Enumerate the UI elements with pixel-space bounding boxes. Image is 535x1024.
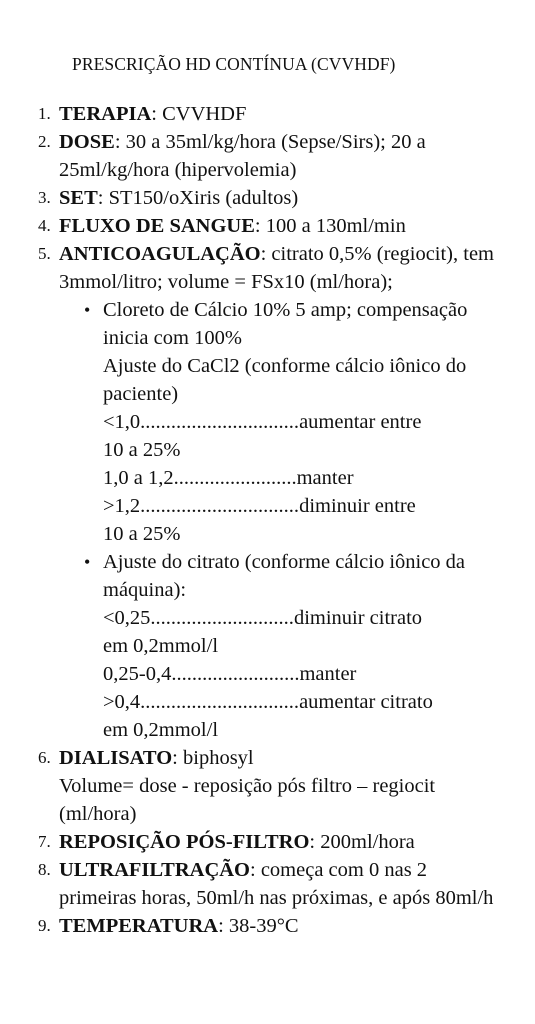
item-label: REPOSIÇÃO PÓS-FILTRO (59, 831, 310, 853)
item-number: 8. (38, 860, 51, 879)
citrate-range-row (103, 660, 475, 688)
list-item-temperatura (0, 912, 535, 940)
citrate-bullet-block (59, 548, 495, 744)
range-tail: 10 a 25% (103, 523, 181, 545)
list-item-fluxo (0, 212, 535, 240)
item-text: : 30 a 35ml/kg/hora (Sepse/Sirs); 20 a 25ml/kg/hora (hipervolemia) (59, 131, 426, 181)
page-title: PRESCRIÇÃO HD CONTÍNUA (CVVHDF) (72, 54, 396, 74)
item-text: : citrato 0,5% (regiocit), tem 3mmol/litro; volume = FSx10 (ml/hora); (59, 243, 494, 293)
item-text: : biphosyl (172, 747, 254, 769)
item-number: 2. (38, 132, 51, 151)
list-item-anticoagulacao (0, 240, 535, 744)
item-text: : começa com 0 nas 2 primeiras horas, 50ml/h nas próximas, e após 80ml/h (59, 859, 494, 909)
range-lead: 1,0 a 1,2........................ (103, 467, 297, 489)
item-text: : CVVHDF (151, 103, 247, 125)
list-item-reposicao (0, 828, 535, 856)
list-item-set (0, 184, 535, 212)
calcium-bullet-block (59, 296, 495, 548)
item-number: 9. (38, 916, 51, 935)
calcium-range-row (103, 492, 475, 520)
range-tail: 10 a 25% (103, 439, 181, 461)
item-extra-text: Volume= dose - reposição pós filtro – regiocit (ml/hora) (59, 775, 436, 825)
range-action: manter (299, 663, 357, 685)
item-label: DIALISATO (59, 747, 173, 769)
range-action: diminuir citrato (293, 607, 423, 629)
item-number: 7. (38, 832, 51, 851)
item-number: 3. (38, 188, 51, 207)
range-action: aumentar entre (299, 411, 422, 433)
range-tail: em 0,2mmol/l (103, 635, 219, 657)
item-number: 6. (38, 748, 51, 767)
item-label: TEMPERATURA (59, 915, 219, 937)
list-item-dialisato (0, 744, 535, 828)
citrate-line-1: Ajuste do citrato (conforme cálcio iônico da máquina): (103, 551, 466, 601)
item-text: : ST150/oXiris (adultos) (97, 187, 299, 209)
item-number: 1. (38, 104, 51, 123)
calcium-line-2: Ajuste do CaCl2 (conforme cálcio iônico do paciente) (103, 355, 467, 405)
citrate-range-row (103, 604, 475, 632)
list-item-terapia (0, 100, 535, 128)
item-label: ULTRAFILTRAÇÃO (59, 859, 251, 881)
range-action: aumentar citrato (299, 691, 433, 713)
item-label: FLUXO DE SANGUE (59, 215, 255, 237)
item-text: : 100 a 130ml/min (254, 215, 406, 237)
range-lead: >1,2............................... (103, 495, 300, 517)
calcium-range-row (103, 464, 475, 492)
item-text: : 38-39°C (218, 915, 299, 937)
item-label: DOSE (59, 131, 115, 153)
calcium-range-row (103, 408, 475, 436)
range-action: diminuir entre (299, 495, 416, 517)
range-lead: <1,0............................... (103, 411, 300, 433)
range-lead: <0,25............................ (103, 607, 294, 629)
prescription-list (0, 100, 535, 940)
item-number: 4. (38, 216, 51, 235)
bullet-dot-icon: • (84, 300, 91, 320)
item-text: : 200ml/hora (309, 831, 415, 853)
citrate-range-row (103, 688, 475, 716)
list-item-ultrafiltracao (0, 856, 535, 912)
range-lead: >0,4............................... (103, 691, 300, 713)
bullet-dot-icon: • (84, 552, 91, 572)
list-item-dose (0, 128, 535, 184)
item-label: ANTICOAGULAÇÃO (59, 243, 261, 265)
range-action: manter (296, 467, 354, 489)
item-label: TERAPIA (59, 103, 152, 125)
item-label: SET (59, 187, 98, 209)
range-lead: 0,25-0,4......................... (103, 663, 300, 685)
calcium-line-1: Cloreto de Cálcio 10% 5 amp; compensação inicia com 100% (103, 299, 468, 349)
range-tail: em 0,2mmol/l (103, 719, 219, 741)
item-number: 5. (38, 244, 51, 263)
